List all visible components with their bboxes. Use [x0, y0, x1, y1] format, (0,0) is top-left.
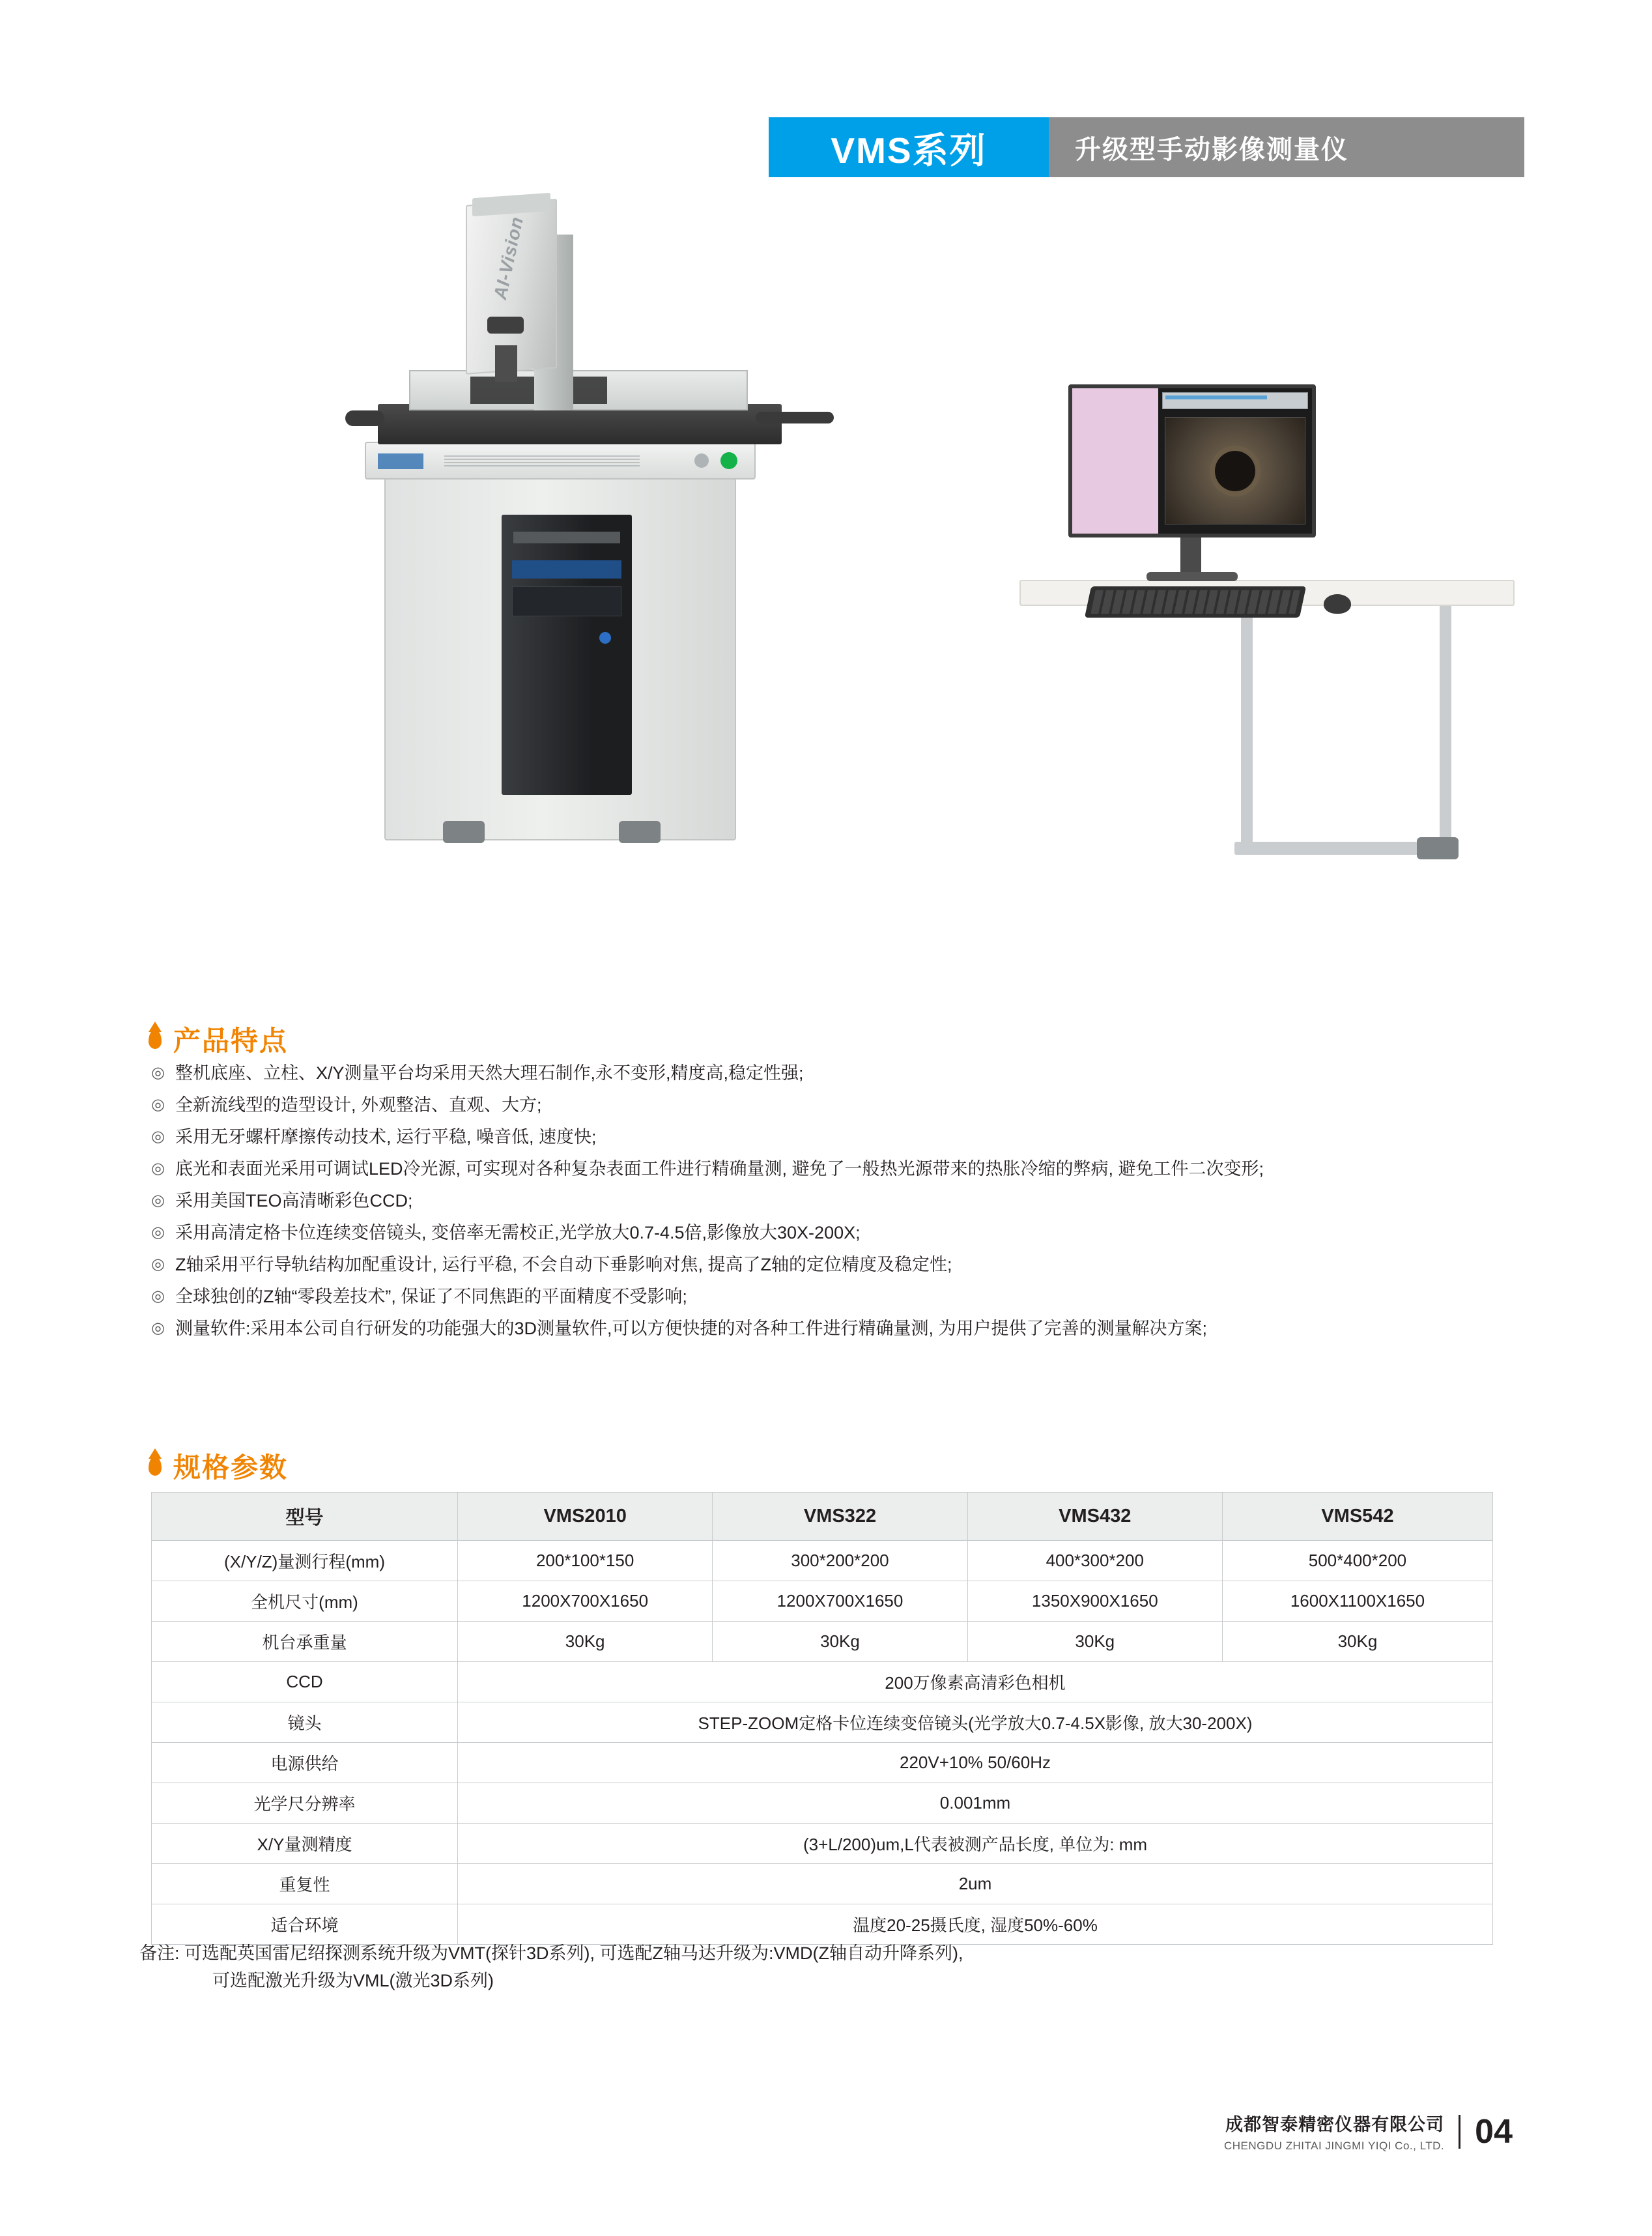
- column-header-model: 型号: [152, 1493, 458, 1541]
- features-title: 产品特点: [173, 1025, 289, 1056]
- row-label: 电源供给: [152, 1743, 458, 1783]
- droplet-icon: [149, 1029, 162, 1049]
- monitor-base: [1146, 572, 1238, 581]
- table-row: [152, 1743, 1493, 1783]
- bullet-icon: ◎: [151, 1192, 165, 1209]
- pc-power-button: [599, 632, 611, 644]
- list-item: [151, 1094, 1513, 1116]
- list-item: [151, 1126, 1513, 1148]
- column-header-vms322: VMS322: [713, 1493, 967, 1541]
- cell: 2um: [458, 1864, 1493, 1904]
- cell: STEP-ZOOM定格卡位连续变倍镜头(光学放大0.7-4.5X影像, 放大30-200X): [458, 1702, 1493, 1743]
- specification-table: [151, 1492, 1493, 1945]
- header-subtitle-block: [1049, 117, 1524, 177]
- header-subtitle-label: 升级型手动影像测量仪: [1075, 135, 1348, 164]
- feature-text: 采用高清定格卡位连续变倍镜头, 变倍率无需校正,光学放大0.7-4.5倍,影像放大30X-200X;: [175, 1223, 861, 1242]
- cell: 温度20-25摄氏度, 湿度50%-60%: [458, 1904, 1493, 1945]
- leveling-foot-left: [443, 821, 485, 843]
- company-name-cn: 成都智泰精密仪器有限公司: [1225, 2115, 1445, 2134]
- header-series-label: VMS系列: [831, 130, 987, 171]
- table-row: [152, 1824, 1493, 1864]
- bullet-icon: ◎: [151, 1160, 165, 1177]
- list-item: [151, 1254, 1513, 1276]
- cell: 1600X1100X1650: [1222, 1581, 1492, 1622]
- feature-text: 整机底座、立柱、X/Y测量平台均采用天然大理石制作,永不变形,精度高,稳定性强;: [175, 1063, 804, 1083]
- zoom-knob: [487, 317, 524, 334]
- feature-text: Z轴采用平行导轨结构加配重设计, 运行平稳, 不会自动下垂影响对焦, 提高了Z轴的定位精度及稳定性;: [175, 1255, 952, 1274]
- spec-title: 规格参数: [173, 1452, 289, 1483]
- cell: 300*200*200: [713, 1541, 967, 1581]
- header-series-block: [769, 117, 1049, 177]
- list-item: [151, 1285, 1513, 1308]
- measurement-stage-glass: [409, 370, 748, 410]
- desk-leg-left: [1241, 606, 1253, 853]
- footer: [1224, 2110, 1513, 2153]
- product-photo: [339, 195, 1355, 997]
- pc-front-panel: [512, 560, 621, 579]
- page-number: 04: [1475, 2112, 1513, 2151]
- feature-text: 全球独创的Z轴“零段差技术”, 保证了不同焦距的平面精度不受影响;: [175, 1287, 687, 1306]
- table-header-row: [152, 1493, 1493, 1541]
- table-row: [152, 1904, 1493, 1945]
- column-header-vms432: VMS432: [967, 1493, 1222, 1541]
- pc-tower: [502, 515, 632, 795]
- stage-knob-right: [756, 412, 834, 423]
- pc-front-panel-secondary: [512, 586, 621, 616]
- list-item: [151, 1317, 1513, 1340]
- cell: 30Kg: [458, 1622, 713, 1662]
- leveling-foot-right: [619, 821, 661, 843]
- cell: 0.001mm: [458, 1783, 1493, 1824]
- feature-text: 全新流线型的造型设计, 外观整洁、直观、大方;: [175, 1095, 542, 1115]
- monitor-screen: [1068, 384, 1316, 538]
- row-label: CCD: [152, 1662, 458, 1702]
- list-item: [151, 1190, 1513, 1212]
- spec-note: [139, 1940, 1507, 1994]
- features-list: [151, 1062, 1513, 1349]
- feature-text: 采用美国TEO高清晰彩色CCD;: [175, 1191, 413, 1211]
- software-measurement-image: [1165, 417, 1305, 524]
- cell: 1200X700X1650: [458, 1581, 713, 1622]
- droplet-icon: [149, 1456, 162, 1476]
- table-row: [152, 1622, 1493, 1662]
- bullet-icon: ◎: [151, 1319, 165, 1337]
- cell: 200*100*150: [458, 1541, 713, 1581]
- pc-optical-drive: [513, 532, 620, 543]
- cell: 200万像素高清彩色相机: [458, 1662, 1493, 1702]
- column-header-vms542: VMS542: [1222, 1493, 1492, 1541]
- header-banner: [769, 117, 1524, 177]
- row-label: (X/Y/Z)量测行程(mm): [152, 1541, 458, 1581]
- software-panel-right: [1158, 388, 1312, 534]
- row-label: 光学尺分辨率: [152, 1783, 458, 1824]
- row-label: 镜头: [152, 1702, 458, 1743]
- table-row: [152, 1541, 1493, 1581]
- control-panel-power-button: [720, 452, 737, 469]
- ai-vision-brand-label: AI-Vision: [489, 214, 528, 302]
- table-row: [152, 1581, 1493, 1622]
- table-row: [152, 1702, 1493, 1743]
- cell: 500*400*200: [1222, 1541, 1492, 1581]
- company-name-en: CHENGDU ZHITAI JINGMI YIQI Co., LTD.: [1223, 2140, 1445, 2152]
- features-section-heading: [149, 1020, 288, 1059]
- control-panel-label-strip: [444, 455, 640, 466]
- feature-text: 采用无牙螺杆摩擦传动技术, 运行平稳, 噪音低, 速度快;: [175, 1127, 597, 1147]
- desk-leg-right: [1440, 606, 1451, 840]
- note-line-2: 可选配激光升级为VML(激光3D系列): [212, 1971, 494, 1990]
- spec-section-heading: [149, 1446, 288, 1485]
- bullet-icon: ◎: [151, 1096, 165, 1113]
- lens-barrel: [495, 345, 517, 382]
- cell: 400*300*200: [967, 1541, 1222, 1581]
- table-row: [152, 1864, 1493, 1904]
- column-header-vms2010: VMS2010: [458, 1493, 713, 1541]
- footer-company: [1224, 2110, 1444, 2153]
- bullet-icon: ◎: [151, 1064, 165, 1082]
- cell: 1350X900X1650: [967, 1581, 1222, 1622]
- cell: 1200X700X1650: [713, 1581, 967, 1622]
- cell: (3+L/200)um,L代表被测产品长度, 单位为: mm: [458, 1824, 1493, 1864]
- bullet-icon: ◎: [151, 1287, 165, 1305]
- bullet-icon: ◎: [151, 1224, 165, 1241]
- bullet-icon: ◎: [151, 1128, 165, 1145]
- row-label: X/Y量测精度: [152, 1824, 458, 1864]
- bullet-icon: ◎: [151, 1255, 165, 1273]
- keyboard: [1085, 586, 1306, 618]
- stage-knob-left: [345, 410, 384, 426]
- software-panel-left: [1072, 388, 1158, 534]
- row-label: 机台承重量: [152, 1622, 458, 1662]
- control-panel-gray-button: [694, 453, 709, 468]
- cell: 30Kg: [1222, 1622, 1492, 1662]
- row-label: 适合环境: [152, 1904, 458, 1945]
- control-panel: [365, 442, 756, 480]
- feature-text: 底光和表面光采用可调试LED冷光源, 可实现对各种复杂表面工件进行精确量测, 避免了一般热光源带来的热胀冷缩的弊病, 避免工件二次变形;: [175, 1159, 1264, 1179]
- mouse: [1324, 594, 1351, 614]
- monitor-neck: [1180, 538, 1201, 574]
- table-row: [152, 1783, 1493, 1824]
- list-item: [151, 1062, 1513, 1084]
- row-label: 重复性: [152, 1864, 458, 1904]
- list-item: [151, 1222, 1513, 1244]
- cell: 30Kg: [713, 1622, 967, 1662]
- table-row: [152, 1662, 1493, 1702]
- cell: 30Kg: [967, 1622, 1222, 1662]
- software-toolbar: [1162, 392, 1308, 409]
- brand-logo: [378, 453, 423, 469]
- row-label: 全机尺寸(mm): [152, 1581, 458, 1622]
- cell: 220V+10% 50/60Hz: [458, 1743, 1493, 1783]
- list-item: [151, 1158, 1513, 1180]
- footer-divider: [1459, 2115, 1460, 2149]
- note-line-1: 备注: 可选配英国雷尼绍探测系统升级为VMT(探针3D系列), 可选配Z轴马达升级为:VMD(Z轴自动升降系列),: [139, 1943, 963, 1963]
- desk-leveling-foot: [1417, 837, 1459, 859]
- feature-text: 测量软件:采用本公司自行研发的功能强大的3D测量软件,可以方便快捷的对各种工件进行精确量测, 为用户提供了完善的测量解决方案;: [175, 1319, 1207, 1338]
